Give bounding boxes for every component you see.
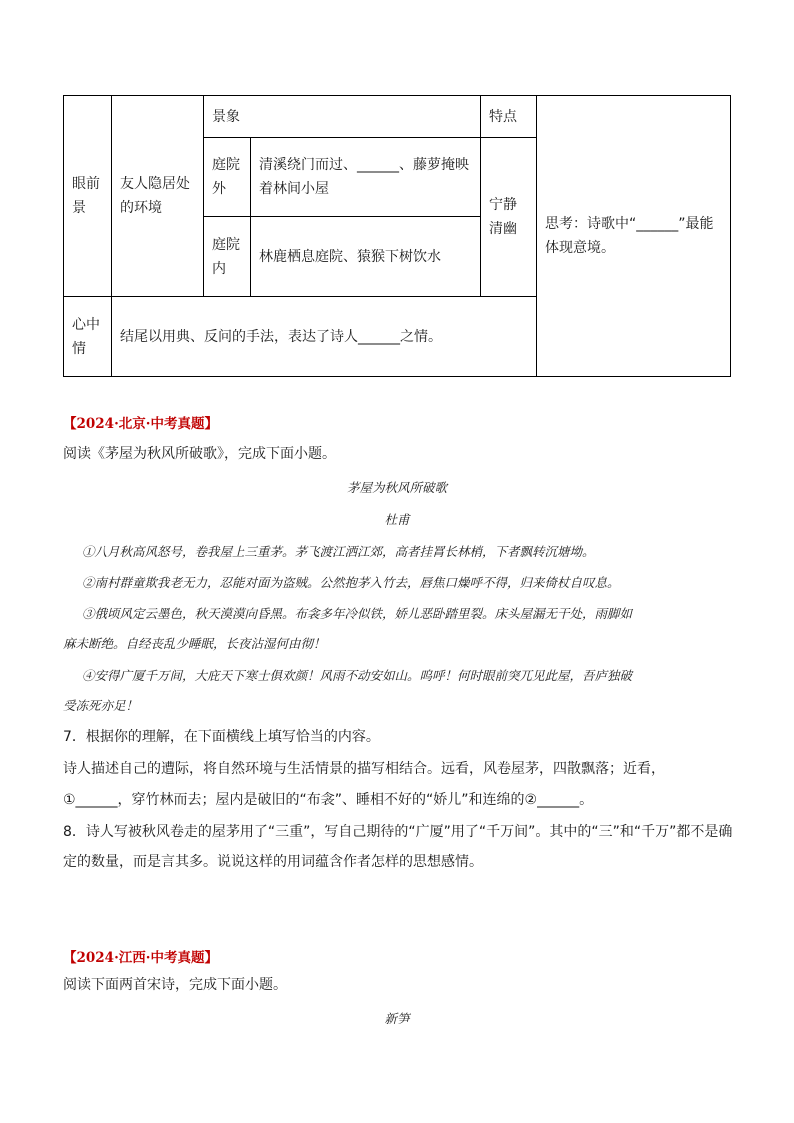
poem-line: 麻未断绝。自经丧乱少睡眠，长夜沾湿何由彻！ [63,636,326,651]
feeling-cell: 结尾以用典、反问的手法，表达了诗人______之情。 [112,297,537,377]
poem-line: ③俄顷风定云墨色，秋天漠漠向昏黑。布衾多年冷似铁，娇儿恶卧踏里裂。床头屋漏无干处，雨脚如 [82,606,633,621]
question-7-blanks: ①______，穿竹林而去；屋内是破旧的“布衾”、睡相不好的“娇儿”和连绵的②______。 [63,792,594,808]
row-label-scene: 眼前景 [64,96,112,297]
header-scene: 景象 [204,96,481,138]
think-cell: 思考：诗歌中“______”最能体现意境。 [537,96,731,377]
section-intro: 阅读《茅屋为秋风所破歌》，完成下面小题。 [63,446,336,462]
header-feature: 特点 [481,96,537,138]
feature-cell: 宁静清幽 [481,138,537,297]
poem-author: 杜甫 [384,512,410,527]
outside-text: 清溪绕门而过、______、藤萝掩映着林间小屋 [251,138,481,217]
poem-line: ①八月秋高风怒号，卷我屋上三重茅。茅飞渡江洒江郊，高者挂罥长林梢，下者飘转沉塘坳。 [82,544,595,559]
inside-label: 庭院内 [204,217,251,297]
row-label-feeling: 心中情 [64,297,112,377]
poem-line: ②南村群童欺我老无力，忍能对面为盗贼。公然抱茅入竹去，唇焦口燥呼不得，归来倚杖自叹息。 [82,575,620,590]
outside-label: 庭院外 [204,138,251,217]
poem-title: 茅屋为秋风所破歌 [346,480,447,495]
question-7: 7．根据你的理解，在下面横线上填写恰当的内容。 [63,729,380,745]
section-tag-jiangxi: 【2024·江西·中考真题】 [63,950,218,966]
question-7-text: 诗人描述自己的遭际，将自然环境与生活情景的描写相结合。远看，风卷屋茅，四散飘落；近看， [63,761,665,777]
subject-cell: 友人隐居处的环境 [112,96,204,297]
inside-text: 林鹿栖息庭院、猿猴下树饮水 [251,217,481,297]
section-tag-beijing: 【2024·北京·中考真题】 [63,416,218,432]
question-8: 8．诗人写被秋风卷走的屋茅用了“三重”，写自己期待的“广厦”用了“千万间”。其中的“三”和“千万”都不是确 [63,824,733,840]
section2-intro: 阅读下面两首宋诗，完成下面小题。 [63,977,287,993]
poem2-title: 新笋 [384,1011,410,1026]
poem-analysis-table [63,95,731,377]
poem-line: 受冻死亦足！ [63,698,139,713]
question-8-cont: 定的数量，而是言其多。说说这样的用词蕴含作者怎样的思想感情。 [63,854,483,870]
poem-line: ④安得广厦千万间，大庇天下寒士俱欢颜！风雨不动安如山。呜呼！何时眼前突兀见此屋，吾庐独破 [82,668,633,683]
